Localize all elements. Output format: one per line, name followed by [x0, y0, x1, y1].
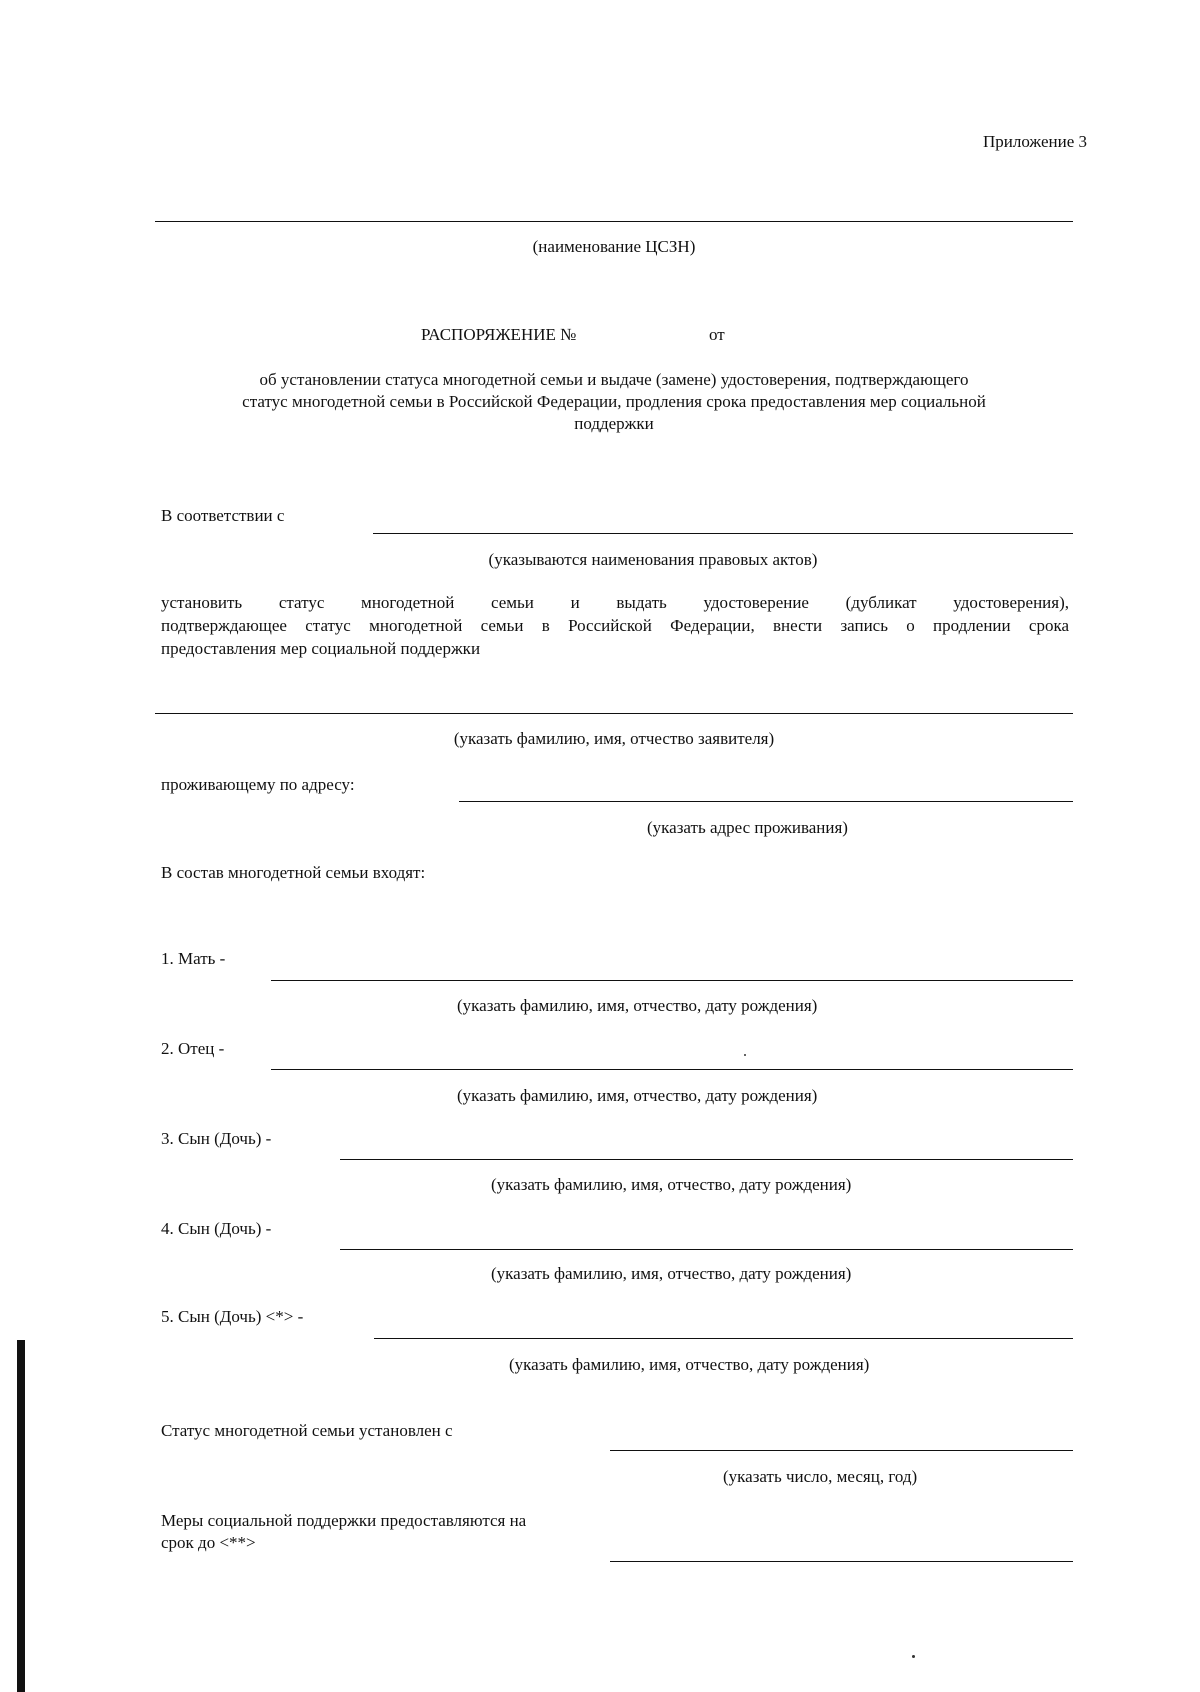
member-2-line[interactable] [271, 1069, 1073, 1070]
order-from: от [709, 325, 725, 344]
member-1-line[interactable] [271, 980, 1073, 981]
support-line[interactable] [610, 1561, 1073, 1562]
member-2-label: 2. Отец - [161, 1039, 225, 1058]
address-line[interactable] [459, 801, 1073, 802]
support-label-line-2: срок до <**> [161, 1533, 256, 1552]
scan-speck [744, 1054, 746, 1056]
subject-line-1: об установлении статуса многодетной семьи и выдаче (замене) удостоверения, подтверждающего [259, 370, 969, 389]
address-caption: (указать адрес проживания) [647, 818, 848, 837]
member-1-label: 1. Мать - [161, 949, 226, 968]
member-4-line[interactable] [340, 1249, 1073, 1250]
member-4-label: 4. Сын (Дочь) - [161, 1219, 272, 1238]
member-4-caption: (указать фамилию, имя, отчество, дату рождения) [491, 1264, 852, 1283]
subject-line-2: статус многодетной семьи в Российской Федерации, продления срока предоставления мер социальной [242, 392, 986, 411]
decision-line-3: предоставления мер социальной поддержки [161, 639, 481, 658]
member-5-line[interactable] [374, 1338, 1073, 1339]
decision-line-1: установить статус многодетной семьи и выдать удостоверение (дубликат удостоверения), [161, 593, 1069, 612]
support-label-line-1: Меры социальной поддержки предоставляются на [161, 1511, 527, 1530]
scan-edge-mark [17, 1340, 25, 1692]
decision-line-2: подтверждающее статус многодетной семьи в Российской Федерации, внести запись о продлении срока [161, 616, 1069, 635]
status-line[interactable] [610, 1450, 1073, 1451]
scan-speck [912, 1655, 915, 1658]
accordance-label: В соответствии с [161, 506, 285, 525]
applicant-caption: (указать фамилию, имя, отчество заявителя) [453, 729, 775, 748]
status-caption: (указать число, месяц, год) [723, 1467, 918, 1486]
member-5-caption: (указать фамилию, имя, отчество, дату рождения) [509, 1355, 870, 1374]
member-5-label: 5. Сын (Дочь) <*> - [161, 1307, 304, 1326]
accordance-line[interactable] [373, 533, 1073, 534]
org-name-line[interactable] [155, 221, 1073, 222]
member-1-caption: (указать фамилию, имя, отчество, дату рождения) [457, 996, 818, 1015]
member-3-label: 3. Сын (Дочь) - [161, 1129, 272, 1148]
family-label: В состав многодетной семьи входят: [161, 863, 426, 882]
accordance-caption: (указываются наименования правовых актов) [488, 550, 818, 569]
order-title: РАСПОРЯЖЕНИЕ № [421, 325, 577, 344]
applicant-line[interactable] [155, 713, 1073, 714]
status-label: Статус многодетной семьи установлен с [161, 1421, 453, 1440]
annex-label: Приложение 3 [983, 132, 1087, 151]
member-3-caption: (указать фамилию, имя, отчество, дату рождения) [491, 1175, 852, 1194]
address-label: проживающему по адресу: [161, 775, 355, 794]
member-2-caption: (указать фамилию, имя, отчество, дату рождения) [457, 1086, 818, 1105]
org-name-caption: (наименование ЦСЗН) [532, 237, 696, 256]
member-3-line[interactable] [340, 1159, 1073, 1160]
subject-line-3: поддержки [574, 414, 654, 433]
